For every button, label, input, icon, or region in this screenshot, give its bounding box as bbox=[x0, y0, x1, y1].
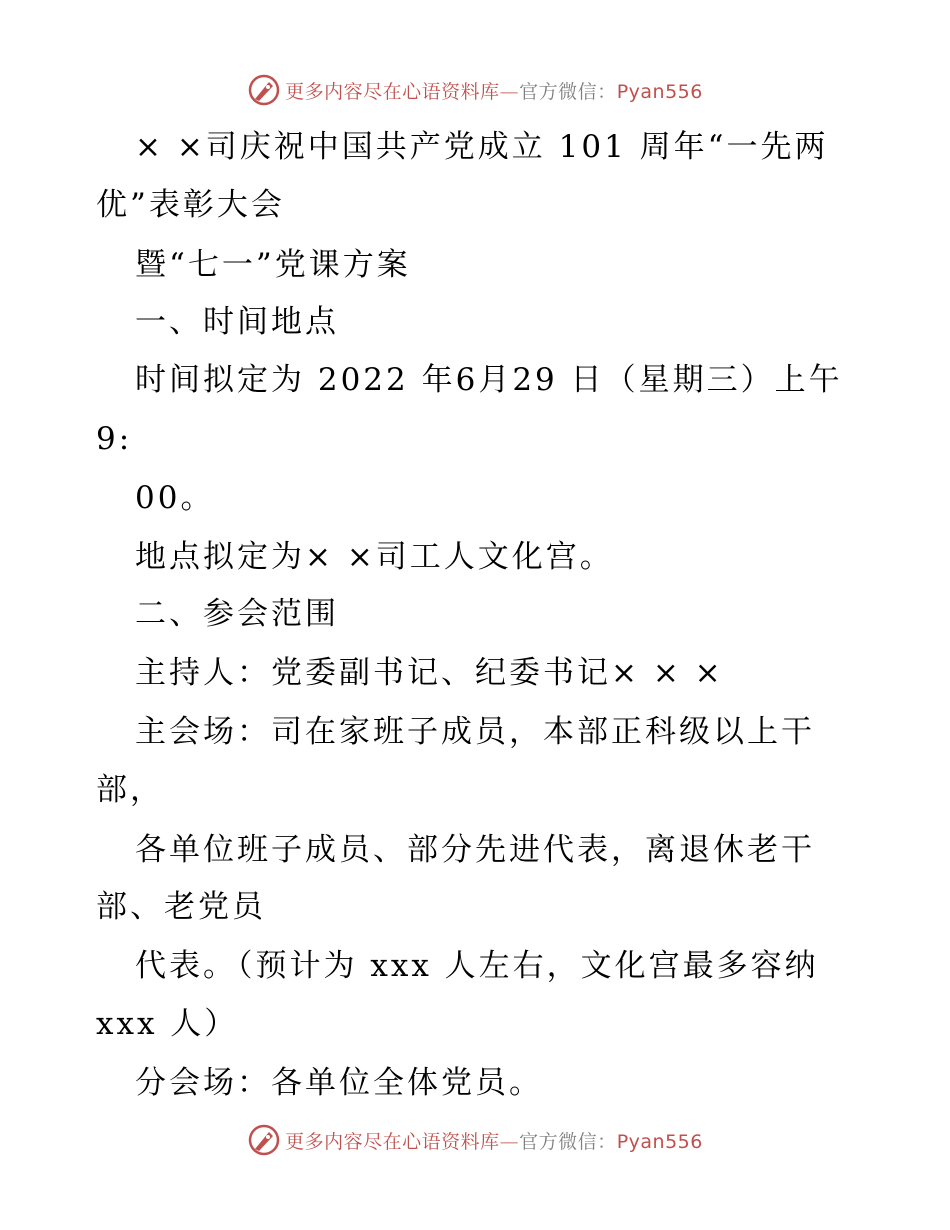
pen-nib-logo-icon bbox=[247, 1123, 281, 1157]
title-line-2: 优”表彰大会 bbox=[96, 187, 285, 223]
pen-nib-logo-icon bbox=[247, 73, 281, 107]
section-heading-2: 二、参会范围 bbox=[135, 596, 339, 632]
paragraph-main-venue-cont: 部， bbox=[96, 772, 164, 808]
paragraph-sub-venue: 分会场：各单位全体党员。 bbox=[135, 1065, 543, 1101]
paragraph-time-cont-1: 9: bbox=[96, 421, 133, 457]
paragraph-time: 时间拟定为 2022 年6月29 日（星期三）上午 bbox=[135, 362, 843, 398]
banner-wechat-id: Pyan556 bbox=[616, 80, 703, 103]
paragraph-time-cont-2: 00。 bbox=[135, 480, 215, 516]
banner-wechat-label: 官方微信： bbox=[519, 1130, 617, 1153]
paragraph-representatives: 代表。（预计为 xxx 人左右，文化宫最多容纳 bbox=[135, 948, 819, 984]
subtitle: 暨“七一”党课方案 bbox=[135, 247, 411, 283]
banner-dash: — bbox=[499, 1130, 520, 1153]
section-heading-1: 一、时间地点 bbox=[135, 304, 339, 340]
paragraph-host: 主持人：党委副书记、纪委书记× × × bbox=[135, 655, 724, 691]
paragraph-attendees-cont: 部、老党员 bbox=[96, 889, 266, 925]
footer-watermark-banner bbox=[0, 1120, 950, 1160]
paragraph-attendees: 各单位班子成员、部分先进代表，离退休老干 bbox=[135, 832, 815, 868]
paragraph-representatives-cont: xxx 人） bbox=[96, 1006, 239, 1042]
banner-main-text: 更多内容尽在心语资料库 bbox=[285, 1130, 500, 1153]
banner-text bbox=[285, 77, 703, 104]
paragraph-location: 地点拟定为× ×司工人文化宫。 bbox=[135, 539, 614, 575]
paragraph-main-venue: 主会场：司在家班子成员，本部正科级以上干 bbox=[135, 714, 815, 750]
banner-wechat-label: 官方微信： bbox=[519, 80, 617, 103]
header-watermark-banner bbox=[0, 70, 950, 110]
banner-main-text: 更多内容尽在心语资料库 bbox=[285, 80, 500, 103]
banner-wechat-id: Pyan556 bbox=[616, 1130, 703, 1153]
banner-dash: — bbox=[499, 80, 520, 103]
banner-text bbox=[285, 1127, 703, 1154]
title-line-1: × ×司庆祝中国共产党成立 101 周年“一先两 bbox=[135, 129, 829, 165]
